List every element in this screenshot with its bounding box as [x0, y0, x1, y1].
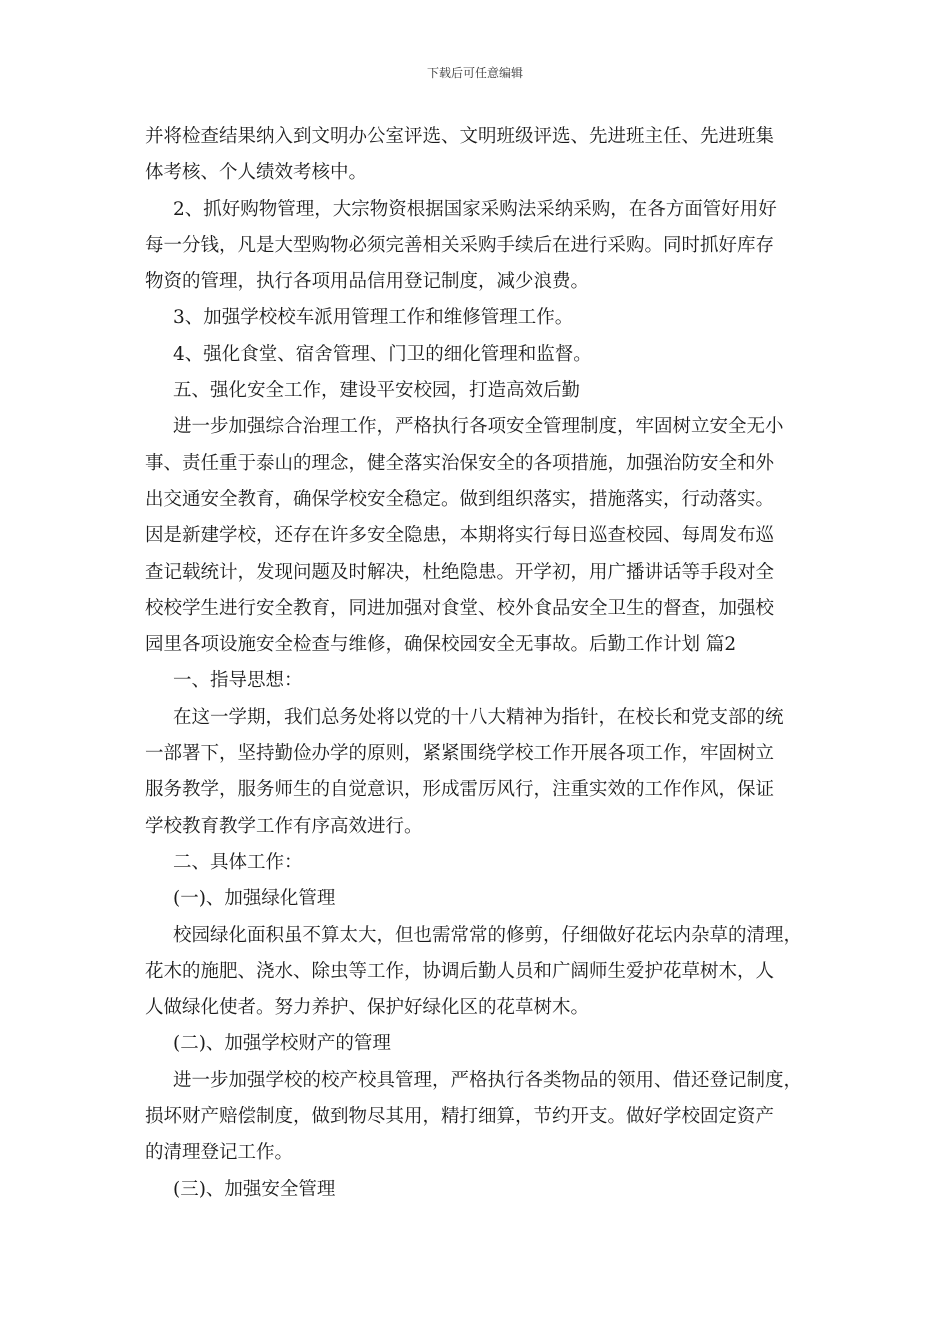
subsection-heading: (三)、加强安全管理: [173, 1178, 336, 1200]
text-line: 事、责任重于泰山的理念，健全落实治保安全的各项措施，加强治防安全和外: [145, 452, 775, 474]
text-line: 因是新建学校，还存在许多安全隐患，本期将实行每日巡查校园、每周发布巡: [145, 525, 775, 547]
text-line: 出交通安全教育，确保学校安全稳定。做到组织落实，措施落实，行动落实。: [145, 488, 775, 510]
document-body: [145, 119, 825, 1208]
text-line: 人做绿化使者。努力养护、保护好绿化区的花草树木。: [145, 997, 590, 1019]
text-line: 园里各项设施安全检查与维修，确保校园安全无事故。后勤工作计划 篇2: [145, 634, 737, 656]
text-line: 进一步加强学校的校产校具管理，严格执行各类物品的领用、借还登记制度，: [173, 1069, 803, 1091]
text-line: 物资的管理，执行各项用品信用登记制度，减少浪费。: [145, 271, 590, 293]
text-line: 并将检查结果纳入到文明办公室评选、文明班级评选、先进班主任、先进班集: [145, 126, 775, 147]
text-line: 查记载统计，发现问题及时解决，杜绝隐患。开学初，用广播讲话等手段对全: [145, 561, 775, 583]
text-line: 2、抓好购物管理，大宗物资根据国家采购法采纳采购，在各方面管好用好: [173, 198, 777, 220]
text-line: 校校学生进行安全教育，同进加强对食堂、校外食品安全卫生的督查，加强校: [145, 597, 775, 619]
subsection-heading: (一)、加强绿化管理: [173, 888, 336, 910]
text-line: 校园绿化面积虽不算太大，但也需常常的修剪，仔细做好花坛内杂草的清理，: [173, 924, 803, 946]
text-line: 3、加强学校校车派用管理工作和维修管理工作。: [173, 307, 574, 329]
text-line: 学校教育教学工作有序高效进行。: [145, 815, 423, 837]
text-line: 体考核、个人绩效考核中。: [145, 162, 368, 184]
text-line: 4、强化食堂、宿舍管理、门卫的细化管理和监督。: [173, 343, 592, 365]
text-line: 的清理登记工作。: [145, 1142, 294, 1164]
text-line: 花木的施肥、浇水、除虫等工作，协调后勤人员和广阔师生爱护花草树木，人: [145, 960, 775, 982]
section-heading: 一、指导思想：: [173, 670, 303, 692]
subsection-heading: (二)、加强学校财产的管理: [173, 1033, 391, 1055]
page-header-note: 下载后可任意编辑: [426, 66, 523, 80]
text-line: 损坏财产赔偿制度，做到物尽其用，精打细算，节约开支。做好学校固定资产: [145, 1106, 775, 1128]
text-line: 每一分钱，凡是大型购物必须完善相关采购手续后在进行采购。同时抓好库存: [145, 234, 775, 256]
text-line: 在这一学期，我们总务处将以党的十八大精神为指针，在校长和党支部的统: [173, 706, 784, 728]
section-heading: 五、强化安全工作，建设平安校园，打造高效后勤: [173, 380, 581, 402]
text-line: 进一步加强综合治理工作，严格执行各项安全管理制度，牢固树立安全无小: [173, 416, 784, 438]
text-line: 服务教学，服务师生的自觉意识，形成雷厉风行，注重实效的工作作风，保证: [145, 779, 775, 801]
section-heading: 二、具体工作：: [173, 851, 303, 873]
text-line: 一部署下，坚持勤俭办学的原则，紧紧围绕学校工作开展各项工作，牢固树立: [145, 743, 775, 765]
